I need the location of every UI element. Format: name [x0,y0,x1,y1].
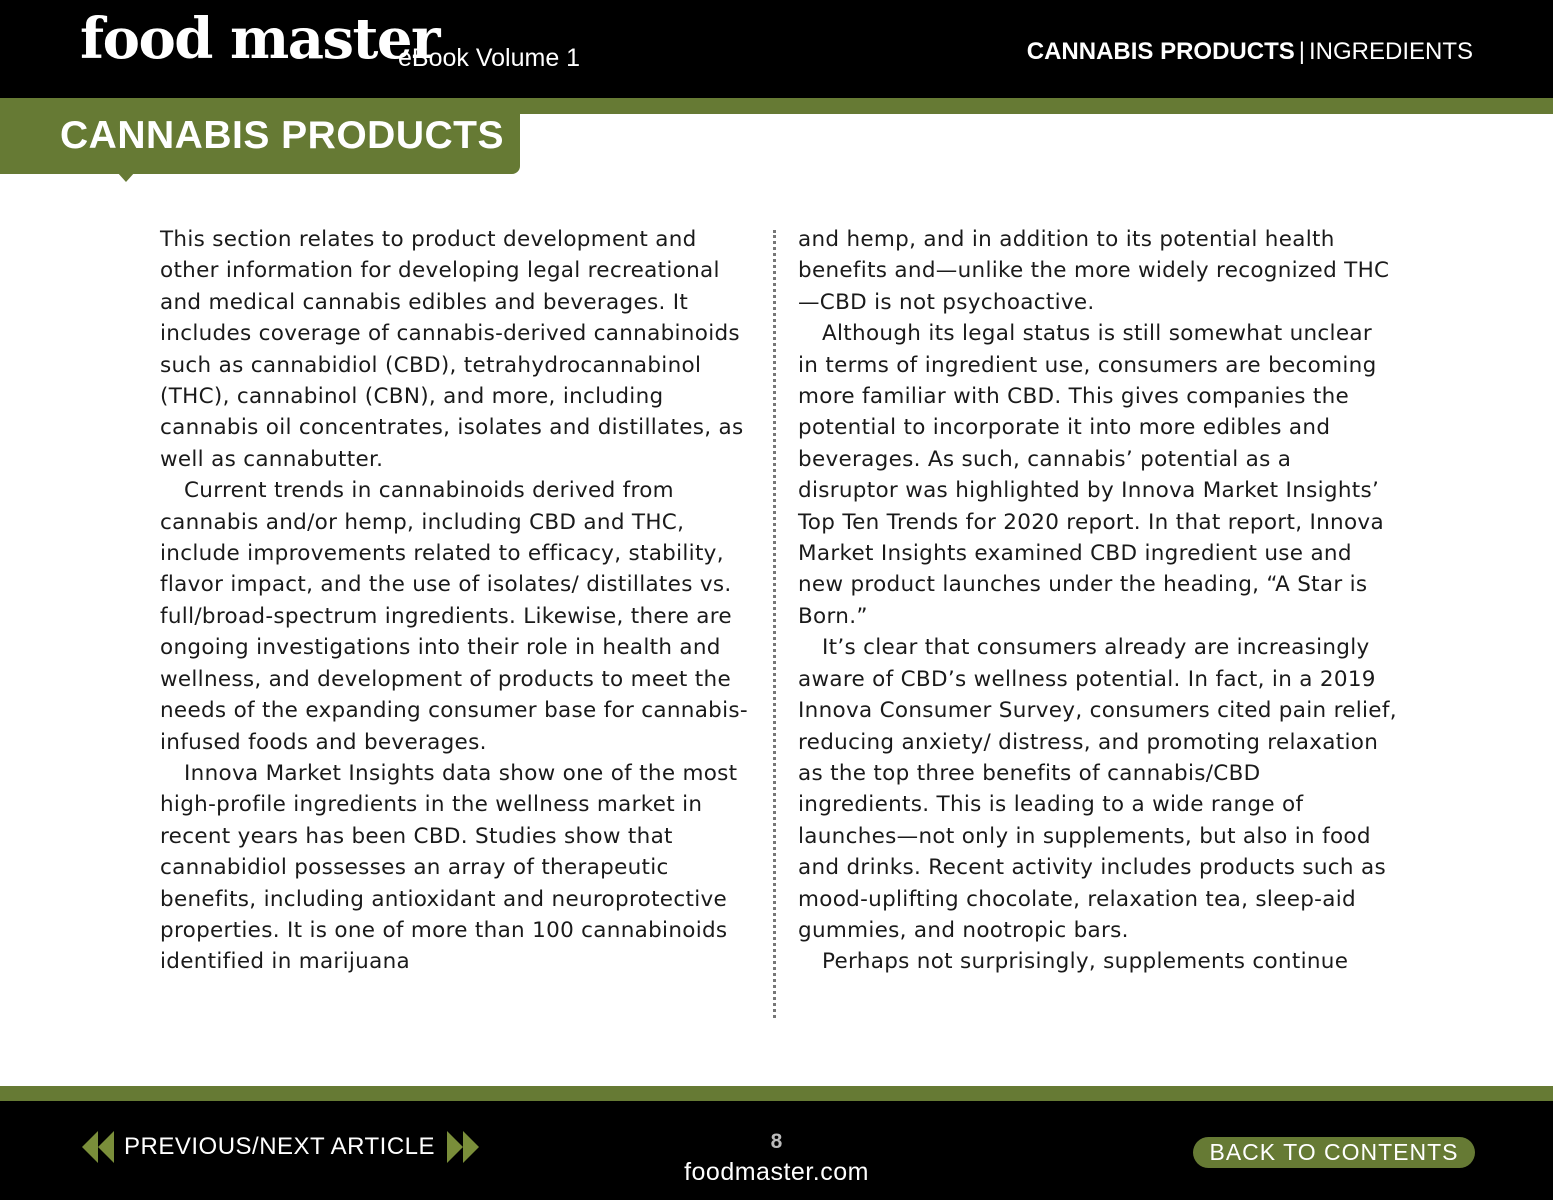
column-divider [773,230,776,1018]
breadcrumb-section: CANNABIS PRODUCTS [1026,38,1295,65]
previous-next-article-label[interactable]: PREVIOUS/NEXT ARTICLE [124,1133,436,1160]
header-bar [0,0,1553,98]
paragraph: Innova Market Insights data show one of the most high-profile ingredients in the wellness market in recent years has been CBD. Studies show that cannabidiol possesses an array of therapeutic benefits, including antioxidant and neuroprotective properties. It is one of more than 100 cannabinoids identified in marijuana [160,760,738,975]
right-column [798,224,1398,978]
back-to-contents-button[interactable]: BACK TO CONTENTS [1193,1137,1475,1168]
paragraph: and hemp, and in addition to its potential health benefits and—unlike the more widely recognized THC—CBD is not psychoactive. [798,227,1390,315]
paragraph: Perhaps not surprisingly, supplements continue [822,949,1349,975]
section-title: CANNABIS PRODUCTS [60,114,505,157]
footer-accent-line [0,1086,1553,1101]
volume-label: eBook Volume 1 [398,44,581,72]
paragraph: It’s clear that consumers already are increasingly aware of CBD’s wellness potential. In fact, in a 2019 Innova Consumer Survey, consumers cited pain relief, reducing anxiety/ distress, and promoting relaxation as the top three benefits of cannabis/CBD ingredients. This is leading to a wide range of launches—not only in supplements, but also in food and drinks. Recent activity includes products such as mood-uplifting chocolate, relaxation tea, sleep-aid gummies, and nootropic bars. [798,635,1397,943]
breadcrumb [1027,38,1473,66]
section-tab-pointer [117,172,135,182]
brand-logo: food master [80,6,440,72]
paragraph: Although its legal status is still somewhat unclear in terms of ingredient use, consumers are becoming more familiar with CBD. This gives companies the potential to incorporate it into more edibles and beverages. As such, cannabis’ potential as a disruptor was highlighted by Innova Market Insights’ Top Ten Trends for 2020 report. In that report, Innova Market Insights examined CBD ingredient use and new product launches under the heading, “A Star is Born.” [798,321,1384,629]
page-number: 8 [770,1130,783,1153]
breadcrumb-category: INGREDIENTS [1308,38,1473,65]
paragraph: This section relates to product development and other information for developing legal recreational and medical cannabis edibles and beverages. It includes coverage of cannabis-derived cannabinoids such as cannabidiol (CBD), tetrahydrocannabinol (THC), cannabinol (CBN), and more, including cannabis oil concentrates, isolates and distillates, as well as cannabutter. [160,227,744,472]
breadcrumb-separator: | [1298,38,1305,65]
paragraph: Current trends in cannabinoids derived from cannabis and/or hemp, including CBD and THC, include improvements related to efficacy, stability, flavor impact, and the use of isolates/ distillates vs. full/broad-spectrum ingredients. Likewise, there are ongoing investigations into their role in health and wellness, and development of products to meet the needs of the expanding consumer base for cannabis-infused foods and beverages. [160,478,748,755]
left-column [160,224,760,978]
website-link[interactable]: foodmaster.com [684,1158,869,1186]
